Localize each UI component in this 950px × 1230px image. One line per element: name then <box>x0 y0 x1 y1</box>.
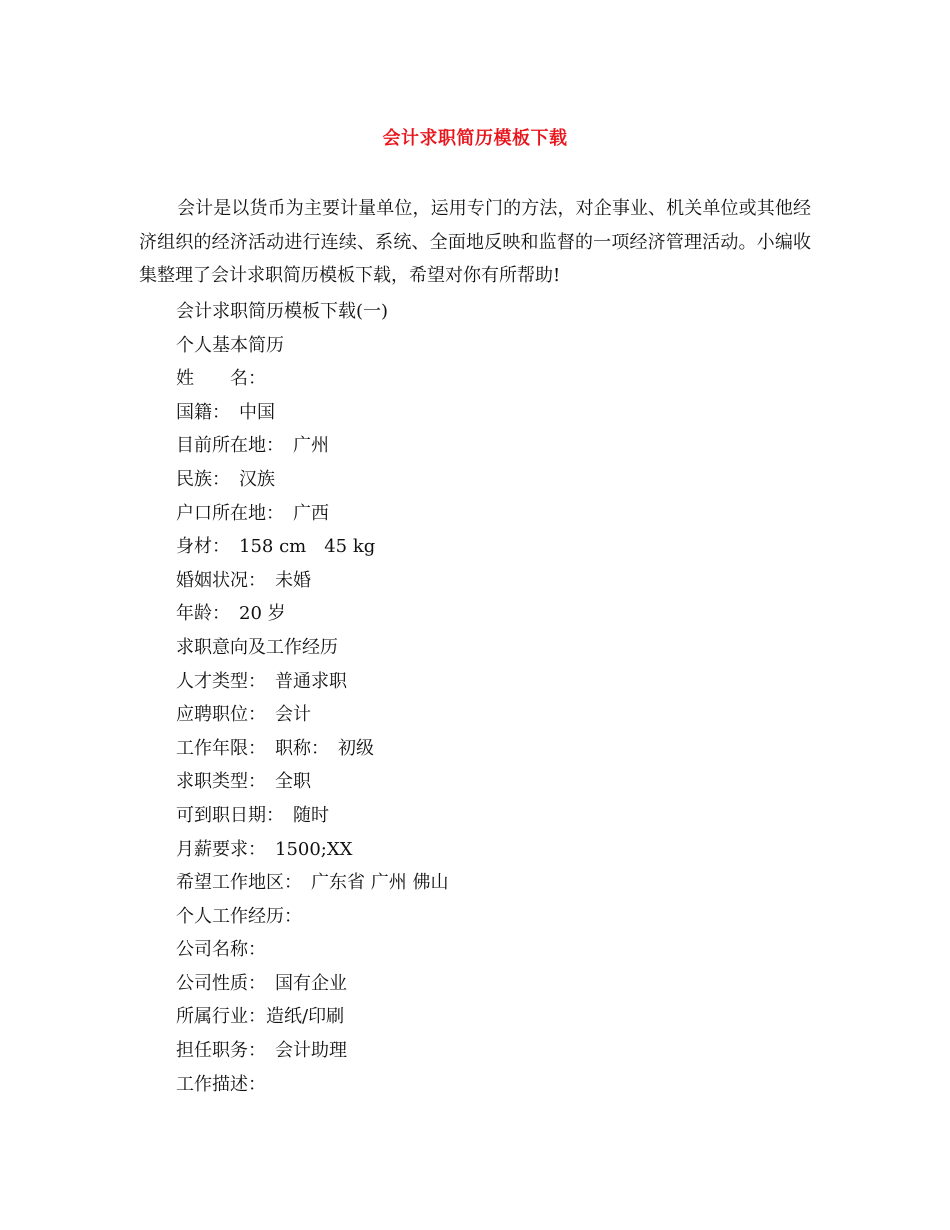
document-title: 会计求职简历模板下载 <box>382 128 568 149</box>
field-industry: 所属行业：造纸/印刷 <box>176 1006 345 1028</box>
field-height-weight: 身材： 158 cm 45 kg <box>176 536 376 558</box>
field-name: 姓 名： <box>176 368 266 390</box>
section-heading-template-1: 会计求职简历模板下载(一) <box>176 301 389 322</box>
section-heading-job-intention: 求职意向及工作经历 <box>176 636 338 658</box>
field-work-years-title: 工作年限： 职称： 初级 <box>176 737 374 759</box>
field-job-description: 工作描述： <box>176 1073 266 1095</box>
field-marital-status: 婚姻状况： 未婚 <box>176 569 311 591</box>
field-ethnicity: 民族： 汉族 <box>176 468 275 490</box>
field-position-applied: 应聘职位： 会计 <box>176 704 311 726</box>
field-company-nature: 公司性质： 国有企业 <box>176 972 347 994</box>
field-company-name: 公司名称： <box>176 939 266 961</box>
field-preferred-location: 希望工作地区： 广东省 广州 佛山 <box>176 872 449 894</box>
resume-lines <box>176 295 816 1101</box>
section-heading-work-experience: 个人工作经历： <box>176 905 302 927</box>
section-heading-basic-info: 个人基本简历 <box>176 334 284 356</box>
field-nationality: 国籍： 中国 <box>176 401 275 423</box>
field-job-type: 求职类型： 全职 <box>176 771 311 793</box>
field-salary-requirement: 月薪要求： 1500;XX <box>176 838 353 860</box>
field-job-title: 担任职务： 会计助理 <box>176 1040 347 1062</box>
field-talent-type: 人才类型： 普通求职 <box>176 670 347 692</box>
field-age: 年龄： 20 岁 <box>176 603 286 625</box>
intro-paragraph: 会计是以货币为主要计量单位，运用专门的方法，对企事业、机关单位或其他经济组织的经济活动进行连续、系统、全面地反映和监督的一项经济管理活动。小编收集整理了会计求职简历模板下载，希望对你有所帮助! <box>139 198 811 286</box>
field-current-location: 目前所在地： 广州 <box>176 435 329 457</box>
field-available-date: 可到职日期： 随时 <box>176 804 329 826</box>
field-household-registration: 户口所在地： 广西 <box>176 502 329 524</box>
